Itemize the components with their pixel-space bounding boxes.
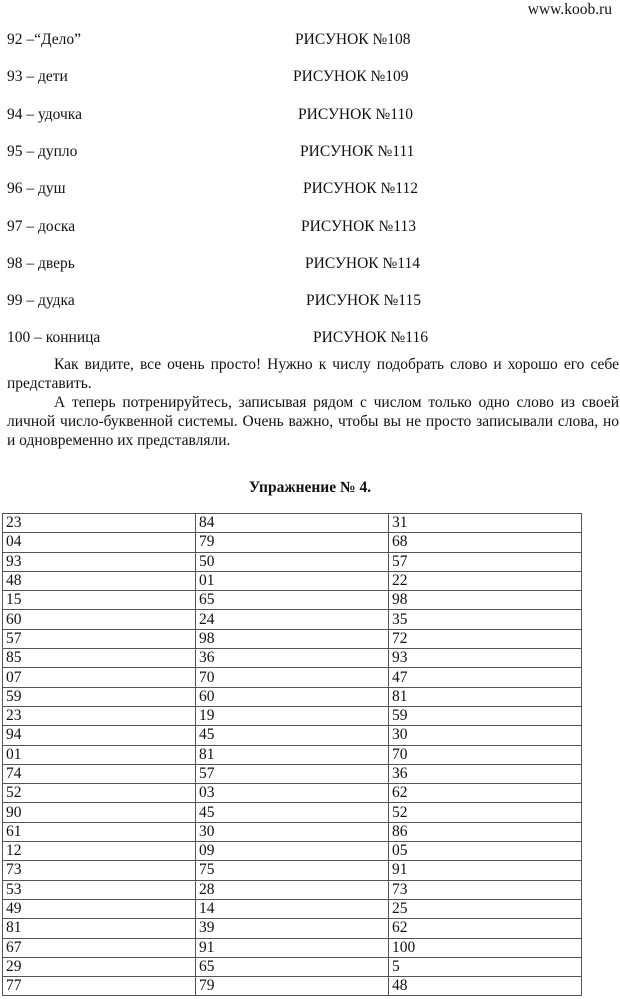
table-cell: 45 — [196, 803, 389, 822]
table-row — [3, 957, 582, 976]
figure-reference: РИСУНОК №115 — [306, 292, 421, 310]
table-cell: 70 — [389, 745, 582, 764]
table-cell: 52 — [389, 803, 582, 822]
table-cell: 23 — [3, 706, 196, 725]
table-cell: 79 — [196, 977, 389, 996]
list-item: 97 – доска — [7, 217, 76, 235]
table-row — [3, 977, 582, 996]
table-cell: 86 — [389, 822, 582, 841]
table-row — [3, 880, 582, 899]
table-cell: 67 — [3, 938, 196, 957]
table-cell: 59 — [3, 687, 196, 706]
figure-reference: РИСУНОК №114 — [305, 254, 420, 272]
table-cell: 72 — [389, 629, 582, 648]
table-cell: 93 — [389, 649, 582, 668]
list-item: 95 – дупло — [7, 142, 78, 160]
figure-reference: РИСУНОК №110 — [298, 105, 413, 123]
table-cell: 49 — [3, 899, 196, 918]
figure-reference: РИСУНОК №109 — [293, 68, 409, 86]
table-cell: 93 — [3, 552, 196, 571]
table-cell: 30 — [196, 822, 389, 841]
table-cell: 62 — [389, 784, 582, 803]
table-cell: 73 — [389, 880, 582, 899]
list-item: 96 – душ — [7, 180, 66, 198]
table-cell: 70 — [196, 668, 389, 687]
table-cell: 62 — [389, 919, 582, 938]
table-cell: 09 — [196, 842, 389, 861]
table-row — [3, 938, 582, 957]
table-row — [3, 861, 582, 880]
figure-reference: РИСУНОК №108 — [295, 31, 411, 48]
table-cell: 81 — [389, 687, 582, 706]
table-cell: 29 — [3, 957, 196, 976]
table-cell: 05 — [389, 842, 582, 861]
table-cell: 57 — [3, 629, 196, 648]
table-row — [3, 687, 582, 706]
table-cell: 23 — [3, 514, 196, 533]
table-cell: 36 — [196, 649, 389, 668]
table-cell: 81 — [3, 919, 196, 938]
table-cell: 84 — [196, 514, 389, 533]
figure-reference: РИСУНОК №113 — [301, 217, 416, 235]
paragraph: Как видите, все очень просто! Нужно к числу подобрать слово и хорошо его себе представить. — [7, 356, 619, 392]
table-cell: 15 — [3, 591, 196, 610]
table-cell: 48 — [3, 571, 196, 590]
table-row — [3, 649, 582, 668]
table-cell: 01 — [196, 571, 389, 590]
instructions — [7, 355, 619, 450]
table-cell: 91 — [196, 938, 389, 957]
table-row — [3, 533, 582, 552]
table-cell: 52 — [3, 784, 196, 803]
exercise-table — [2, 513, 582, 996]
table-cell: 04 — [3, 533, 196, 552]
table-cell: 79 — [196, 533, 389, 552]
table-cell: 90 — [3, 803, 196, 822]
list-item: 99 – дудка — [7, 292, 75, 310]
table-row — [3, 764, 582, 783]
table-cell: 75 — [196, 861, 389, 880]
table-cell: 36 — [389, 764, 582, 783]
table-cell: 77 — [3, 977, 196, 996]
table-cell: 03 — [196, 784, 389, 803]
table-row — [3, 610, 582, 629]
table-row — [3, 629, 582, 648]
table-cell: 25 — [389, 899, 582, 918]
table-row — [3, 842, 582, 861]
table-cell: 91 — [389, 861, 582, 880]
table-cell: 57 — [196, 764, 389, 783]
figure-reference: РИСУНОК №116 — [313, 329, 428, 347]
table-row — [3, 552, 582, 571]
table-cell: 100 — [389, 938, 582, 957]
table-row — [3, 745, 582, 764]
table-cell: 14 — [196, 899, 389, 918]
table-cell: 07 — [3, 668, 196, 687]
table-row — [3, 822, 582, 841]
table-cell: 5 — [389, 957, 582, 976]
table-cell: 39 — [196, 919, 389, 938]
table-row — [3, 899, 582, 918]
table-row — [3, 591, 582, 610]
table-cell: 35 — [389, 610, 582, 629]
table-cell: 12 — [3, 842, 196, 861]
table-cell: 01 — [3, 745, 196, 764]
site-url: www.koob.ru — [527, 1, 612, 18]
table-row — [3, 919, 582, 938]
paragraph: А теперь потренируйтесь, записывая рядом с числом только одно слово из своей личной число-буквенной системы. Очень важно, чтобы вы не просто записывали слова, но и одновременно их представляли. — [7, 394, 619, 449]
list-item: 100 – конница — [7, 329, 101, 347]
list-item: 94 – удочка — [7, 105, 82, 123]
table-cell: 60 — [3, 610, 196, 629]
table-cell: 98 — [196, 629, 389, 648]
table-cell: 50 — [196, 552, 389, 571]
figure-reference: РИСУНОК №112 — [303, 180, 418, 198]
table-cell: 98 — [389, 591, 582, 610]
exercise-title: Упражнение № 4. — [248, 479, 372, 496]
table-cell: 47 — [389, 668, 582, 687]
table-cell: 28 — [196, 880, 389, 899]
table-row — [3, 571, 582, 590]
table-row — [3, 784, 582, 803]
table-cell: 48 — [389, 977, 582, 996]
table-cell: 81 — [196, 745, 389, 764]
table-cell: 19 — [196, 706, 389, 725]
table-cell: 68 — [389, 533, 582, 552]
list-item: 93 – дети — [7, 68, 68, 86]
table-cell: 31 — [389, 514, 582, 533]
table-row — [3, 726, 582, 745]
table-cell: 60 — [196, 687, 389, 706]
table-cell: 53 — [3, 880, 196, 899]
figure-reference: РИСУНОК №111 — [300, 142, 415, 160]
table-cell: 59 — [389, 706, 582, 725]
table-cell: 45 — [196, 726, 389, 745]
table-cell: 57 — [389, 552, 582, 571]
table-cell: 74 — [3, 764, 196, 783]
table-row — [3, 706, 582, 725]
table-cell: 73 — [3, 861, 196, 880]
table-row — [3, 803, 582, 822]
table-cell: 65 — [196, 591, 389, 610]
table-cell: 24 — [196, 610, 389, 629]
table-cell: 30 — [389, 726, 582, 745]
table-cell: 85 — [3, 649, 196, 668]
table-cell: 22 — [389, 571, 582, 590]
list-item: 98 – дверь — [7, 254, 75, 272]
table-row — [3, 514, 582, 533]
table-cell: 94 — [3, 726, 196, 745]
table-cell: 61 — [3, 822, 196, 841]
table-cell: 65 — [196, 957, 389, 976]
list-item: 92 –“Дело” — [7, 31, 82, 48]
table-row — [3, 668, 582, 687]
